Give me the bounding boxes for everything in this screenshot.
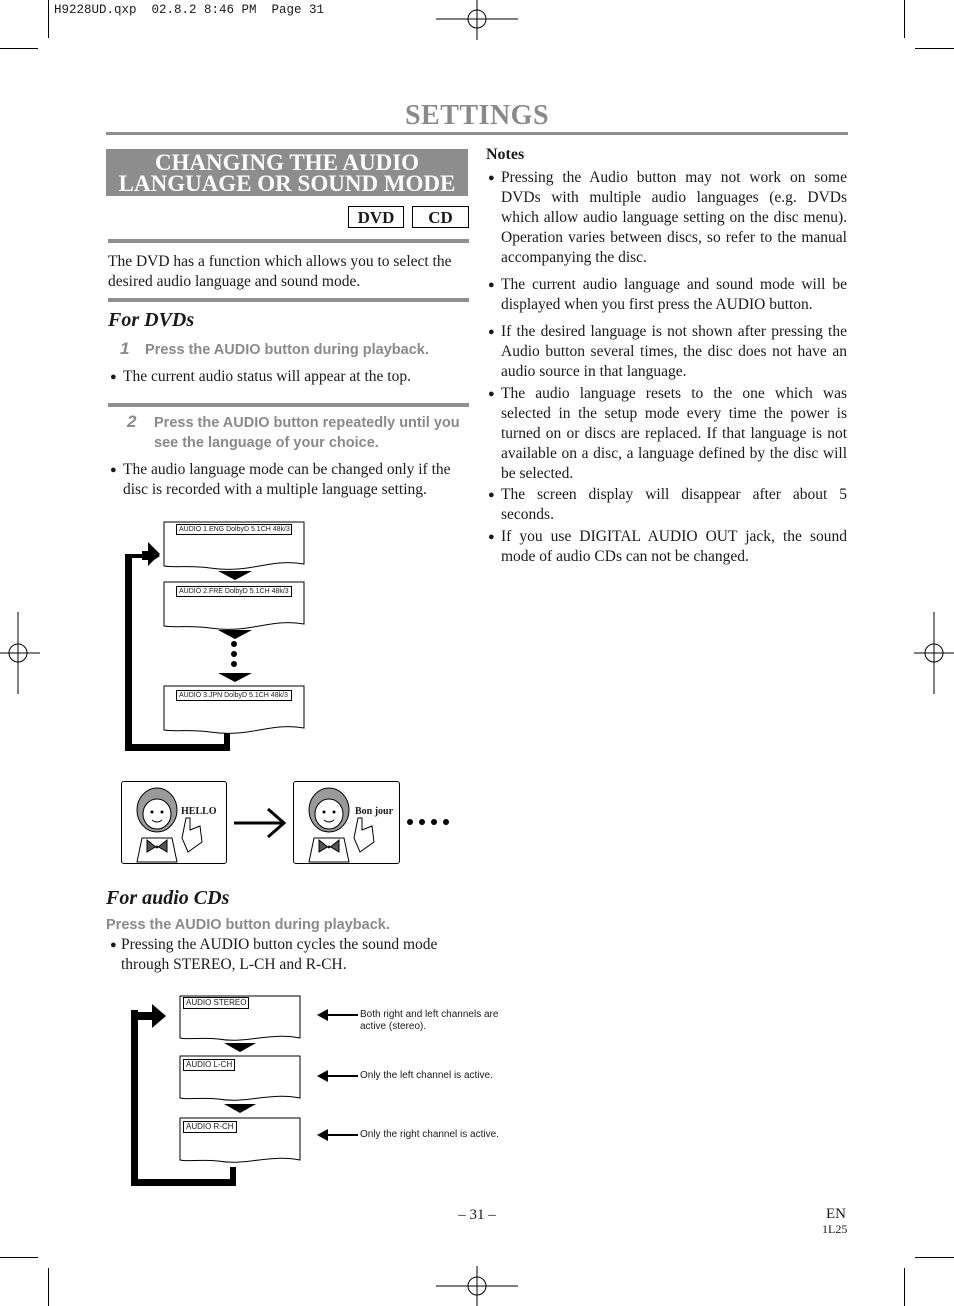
note-item: If the desired language is not shown after pressing the Audio button several times, the disc does not have an audio source in that language. — [501, 323, 847, 380]
left-arrow-icon — [316, 1069, 360, 1083]
page-title: SETTINGS — [404, 100, 550, 131]
osd-audio-3: AUDIO 3.JPN DolbyD 5.1CH 48k/3 — [176, 690, 292, 701]
speech-hello: HELLO — [181, 806, 217, 817]
cd-bullet: Pressing the AUDIO button cycles the sound mode through STEREO, L-CH and R-CH. — [121, 936, 438, 973]
disc-type-dvd: DVD — [348, 206, 404, 228]
registration-mark-top — [436, 0, 518, 40]
registration-mark-left — [0, 612, 40, 694]
intro-text: The DVD has a function which allows you to select the desired audio language and sound mode. — [108, 253, 452, 290]
bullet-icon: ● — [488, 489, 495, 501]
model-code: 1L25 — [822, 1222, 848, 1236]
bullet-icon: ● — [488, 172, 495, 184]
step1-bullet: The current audio status will appear at the top. — [123, 368, 411, 385]
caption-rch: Only the right channel is active. — [360, 1129, 499, 1140]
disc-type-cd: CD — [412, 206, 469, 228]
step1-number: 1 — [120, 339, 130, 358]
bullet-icon: ● — [110, 939, 117, 951]
osd-stereo: AUDIO STEREO — [183, 997, 249, 1009]
bullet-icon: ● — [488, 388, 495, 400]
right-arrow-icon — [232, 806, 288, 840]
note-item: If you use DIGITAL AUDIO OUT jack, the sound mode of audio CDs can not be changed. — [501, 528, 847, 565]
print-slug: H9228UD.qxp 02.8.2 8:46 PM Page 31 — [54, 3, 325, 17]
registration-mark-bottom — [436, 1266, 518, 1306]
step1-text: Press the AUDIO button during playback. — [145, 342, 429, 358]
section-title-line1: CHANGING THE AUDIO — [154, 150, 420, 175]
osd-lch: AUDIO L-CH — [183, 1059, 235, 1071]
intro-rule-top — [108, 239, 469, 243]
cd-step-text: Press the AUDIO button during playback. — [106, 917, 390, 933]
page-number: – 31 – — [458, 1207, 496, 1223]
bullet-icon: ● — [110, 371, 117, 383]
step2-number: 2 — [127, 412, 137, 431]
notes-heading: Notes — [486, 146, 525, 163]
for-dvds-heading: For DVDs — [108, 309, 195, 331]
character-box-2 — [293, 781, 400, 864]
girl-waving-icon — [122, 782, 226, 863]
title-rule — [106, 132, 848, 135]
caption-lch: Only the left channel is active. — [360, 1070, 493, 1081]
bullet-icon: ● — [488, 531, 495, 543]
note-item: Pressing the Audio button may not work on some DVDs with multiple audio languages (e.g. DVDs which allow audio language setting on the disc menu). Operation varies between discs, so refer to the manual accompanying the disc. — [501, 169, 847, 266]
note-item: The audio language resets to the one which was selected in the setup mode every time the power is turned on or discs are replaced. If that language is not available on a disc, a language defined by the disc will be selected. — [501, 385, 847, 482]
continuation-dots-icon — [405, 816, 455, 828]
step2-bullet: The audio language mode can be changed only if the disc is recorded with a multiple language setting. — [123, 461, 451, 498]
section-title-line2: LANGUAGE OR SOUND MODE — [118, 171, 456, 196]
language-code: EN — [826, 1206, 846, 1222]
intro-rule-bottom — [108, 298, 469, 302]
left-arrow-icon — [316, 1128, 360, 1142]
step-rule — [108, 403, 469, 407]
caption-stereo: Both right and left channels are active (stereo). — [360, 1009, 499, 1032]
section-banner — [106, 149, 468, 196]
note-item: The screen display will disappear after about 5 seconds. — [501, 486, 847, 523]
bullet-icon: ● — [488, 326, 495, 338]
osd-audio-1: AUDIO 1.ENG DolbyD 5.1CH 48k/3 — [176, 524, 292, 535]
cd-sound-mode-cycle-diagram — [128, 992, 308, 1190]
osd-rch: AUDIO R-CH — [183, 1121, 237, 1133]
character-box-1 — [121, 781, 227, 864]
girl-waving-icon — [294, 782, 398, 863]
osd-audio-2: AUDIO 2.FRE DolbyD 5.1CH 48k/3 — [176, 586, 292, 597]
registration-mark-right — [914, 612, 954, 694]
for-cds-heading: For audio CDs — [106, 887, 230, 909]
bullet-icon: ● — [488, 279, 495, 291]
dvd-audio-cycle-diagram — [120, 518, 310, 754]
bullet-icon: ● — [110, 464, 117, 476]
speech-bonjour: Bon jour — [355, 806, 394, 817]
note-item: The current audio language and sound mode will be displayed when you first press the AUDIO button. — [501, 276, 847, 313]
step2-text: Press the AUDIO button repeatedly until you see the language of your choice. — [154, 415, 460, 451]
left-arrow-icon — [316, 1008, 360, 1022]
